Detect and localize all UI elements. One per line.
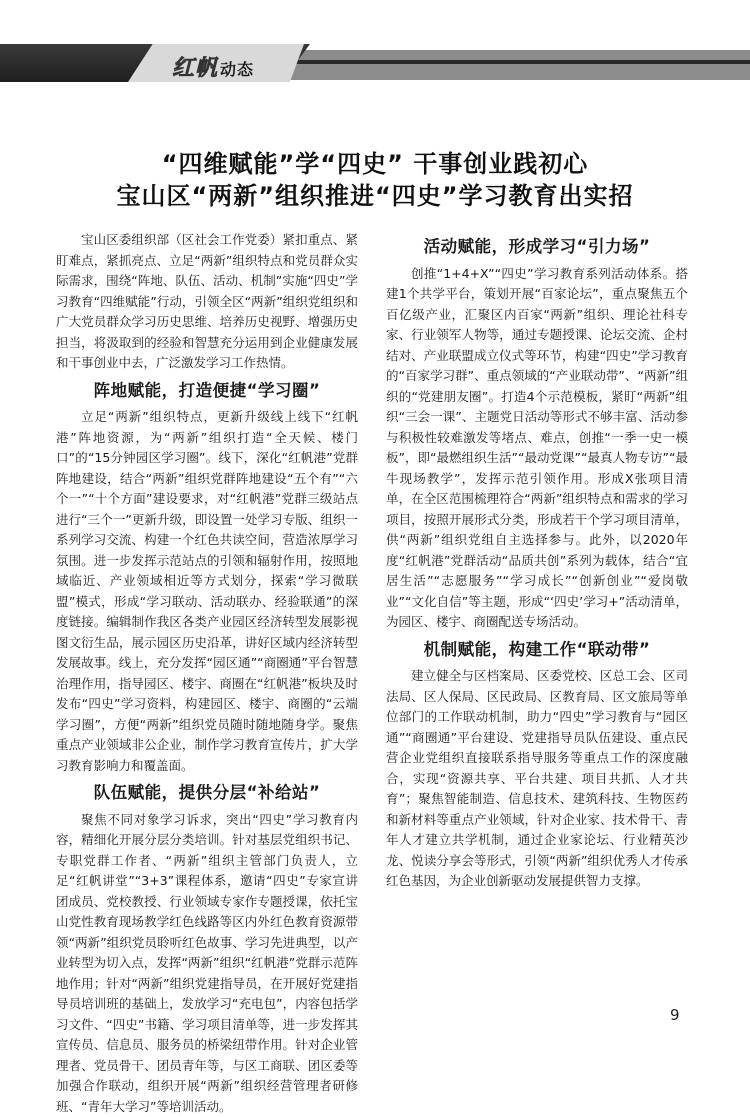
article-title-line1: “四维赋能”学“四史” 干事创业践初心	[0, 144, 750, 179]
section-banner	[172, 51, 254, 77]
banner-label: 动态	[220, 57, 254, 80]
left-column	[56, 230, 358, 1117]
section-heading-position: 阵地赋能，打造便捷“学习圈”	[56, 381, 358, 402]
intro-paragraph: 宝山区委组织部（区社会工作党委）紧扣重点、紧盯难点，紧抓亮点、立足“两新”组织特点和党员群众实际需求，围绕“阵地、队伍、活动、机制”实施“四史”学习教育“四维赋能”行动，引领全区“两新”组织党组织和广大党员群众学习历史思维、培养历史视野、增强历史担当，将汲取到的经验和智慧充分运用到企业健康发展和干事创业中去，广泛激发学习工作热情。	[56, 230, 358, 374]
article-title-line2: 宝山区“两新”组织推进“四史”学习教育出实招	[0, 176, 750, 211]
section-body-activity: 创推“1+4+X”“四史”学习教育系列活动体系。搭建1个共学平台，策划开展“百家论坛”，重点聚焦五个百亿级产业，汇聚区内百家“两新”组织、理论社科专家、行业领军人物等，通过专题授课、论坛交流、企村结对、产业联盟成立仪式等环节，构建“四史”学习教育的“百家学习群”、重点领域的“产业联动带”、“两新”组织的“党建朋友圈”。打造4个示范模板，紧盯“两新”组织“三会一课”、主题党日活动等形式不够丰富、活动参与积极性较难激发等堵点、难点，创推“一季一史一模板”，即“最燃组织生活”“最动党课”“最真人物专访”“最牛现场教学”，发挥示范引领作用。形成X张项目清单，在全区范围梳理符合“两新”组织特点和需求的学习项目，按照开展形式分类，形成若干个学习项目清单，供“两新”组织党组自主选择参与。此外，以2020年度“红帆港”党群活动“品质共创”系列为载体，结合“宜居生活”“志愿服务”“学习成长”“创新创业”“爱岗敬业”“文化自信”等主题，形成“‘四史’学习+”活动清单，为园区、楼宇、商圈配送专场活动。	[386, 264, 688, 633]
section-body-mechanism: 建立健全与区档案局、区委党校、区总工会、区司法局、区人保局、区民政局、区教育局、区文旅局等单位部门的工作联动机制，助力“四史”学习教育与“园区通”“商圈通”平台建设、党建指导员队伍建设、重点民营企业党组织直接联系指导服务等重点工作的深度融合，实现“资源共享、平台共建、项目共抓、人才共育”；聚焦智能制造、信息技术、建筑科技、生物医药和新材料等重点产业领域，针对企业家、技术骨干、青年人才建立共学机制，通过企业家论坛、行业精英沙龙、悦读分享会等形式，引领“两新”组织优秀人才传承红色基因，为企业创新驱动发展提供智力支撑。	[386, 666, 688, 892]
section-heading-mechanism: 机制赋能，构建工作“联动带”	[386, 640, 688, 661]
section-heading-team: 队伍赋能，提供分层“补给站”	[56, 783, 358, 804]
right-column	[386, 230, 688, 892]
section-body-position: 立足“两新”组织特点，更新升级线上线下“红帆港”阵地资源，为“两新”组织打造“全天候、楼门口”的“15分钟园区学习圈”。线下，深化“红帆港”党群阵地建设，结合“两新”组织党群阵地建设“五个有”“六个一”“十个方面”建设要求，对“红帆港”党群三级站点进行“三个一”更新升级，即设置一处学习专版、组织一系列学习交流、构建一个红色共读空间，营造浓厚学习氛围。进一步发挥示范站点的引领和辐射作用，按照地域临近、产业领域相近等方式划分，探索“学习微联盟”模式，形成“学习联动、活动联办、经验联通”的深度链接。编辑制作我区各类产业园区经济转型发展影视图文衍生品，展示园区历史沿革，讲好区域内经济转型发展故事。线上，充分发挥“园区通”“商圈通”平台智慧治理作用，指导园区、楼宇、商圈在“红帆港”板块及时发布“四史”学习资料，构建园区、楼宇、商圈的“云端学习圈”，方便“两新”组织党员随时随地随身学。聚焦重点产业领域非公企业，制作学习教育宣传片，扩大学习教育影响力和覆盖面。	[56, 407, 358, 776]
page-number: 9	[670, 1006, 680, 1024]
banner-brand: 红帆	[172, 51, 218, 82]
section-body-team: 聚焦不同对象学习诉求，突出“四史”学习教育内容，精细化开展分层分类培训。针对基层党组织书记、专职党群工作者、“两新”组织主管部门负责人，立足“红帆讲堂”“3+3”课程体系，邀请“四史”专家宣讲团成员、党校教授、行业领域专家作专题授课，依托宝山党性教育现场教学红色线路等区内外红色教育资源带领“两新”组织党员聆听红色故事、学习先进典型，以产业转型为切入点，发挥“两新”组织“红帆港”党群示范阵地作用；针对“两新”组织党建指导员，在开展好党建指导员培训班的基础上，发放学习“充电包”，内容包括学习文件、“四史”书籍、学习项目清单等，进一步发挥其宣传员、信息员、服务员的桥梁纽带作用。针对企业管理者、党员骨干、团员青年等，与区工商联、团区委等加强合作联动，组织开展“两新”组织经营管理者研修班、“青年大学习”等培训活动。	[56, 810, 358, 1117]
section-heading-activity: 活动赋能，形成学习“引力场”	[386, 237, 688, 258]
